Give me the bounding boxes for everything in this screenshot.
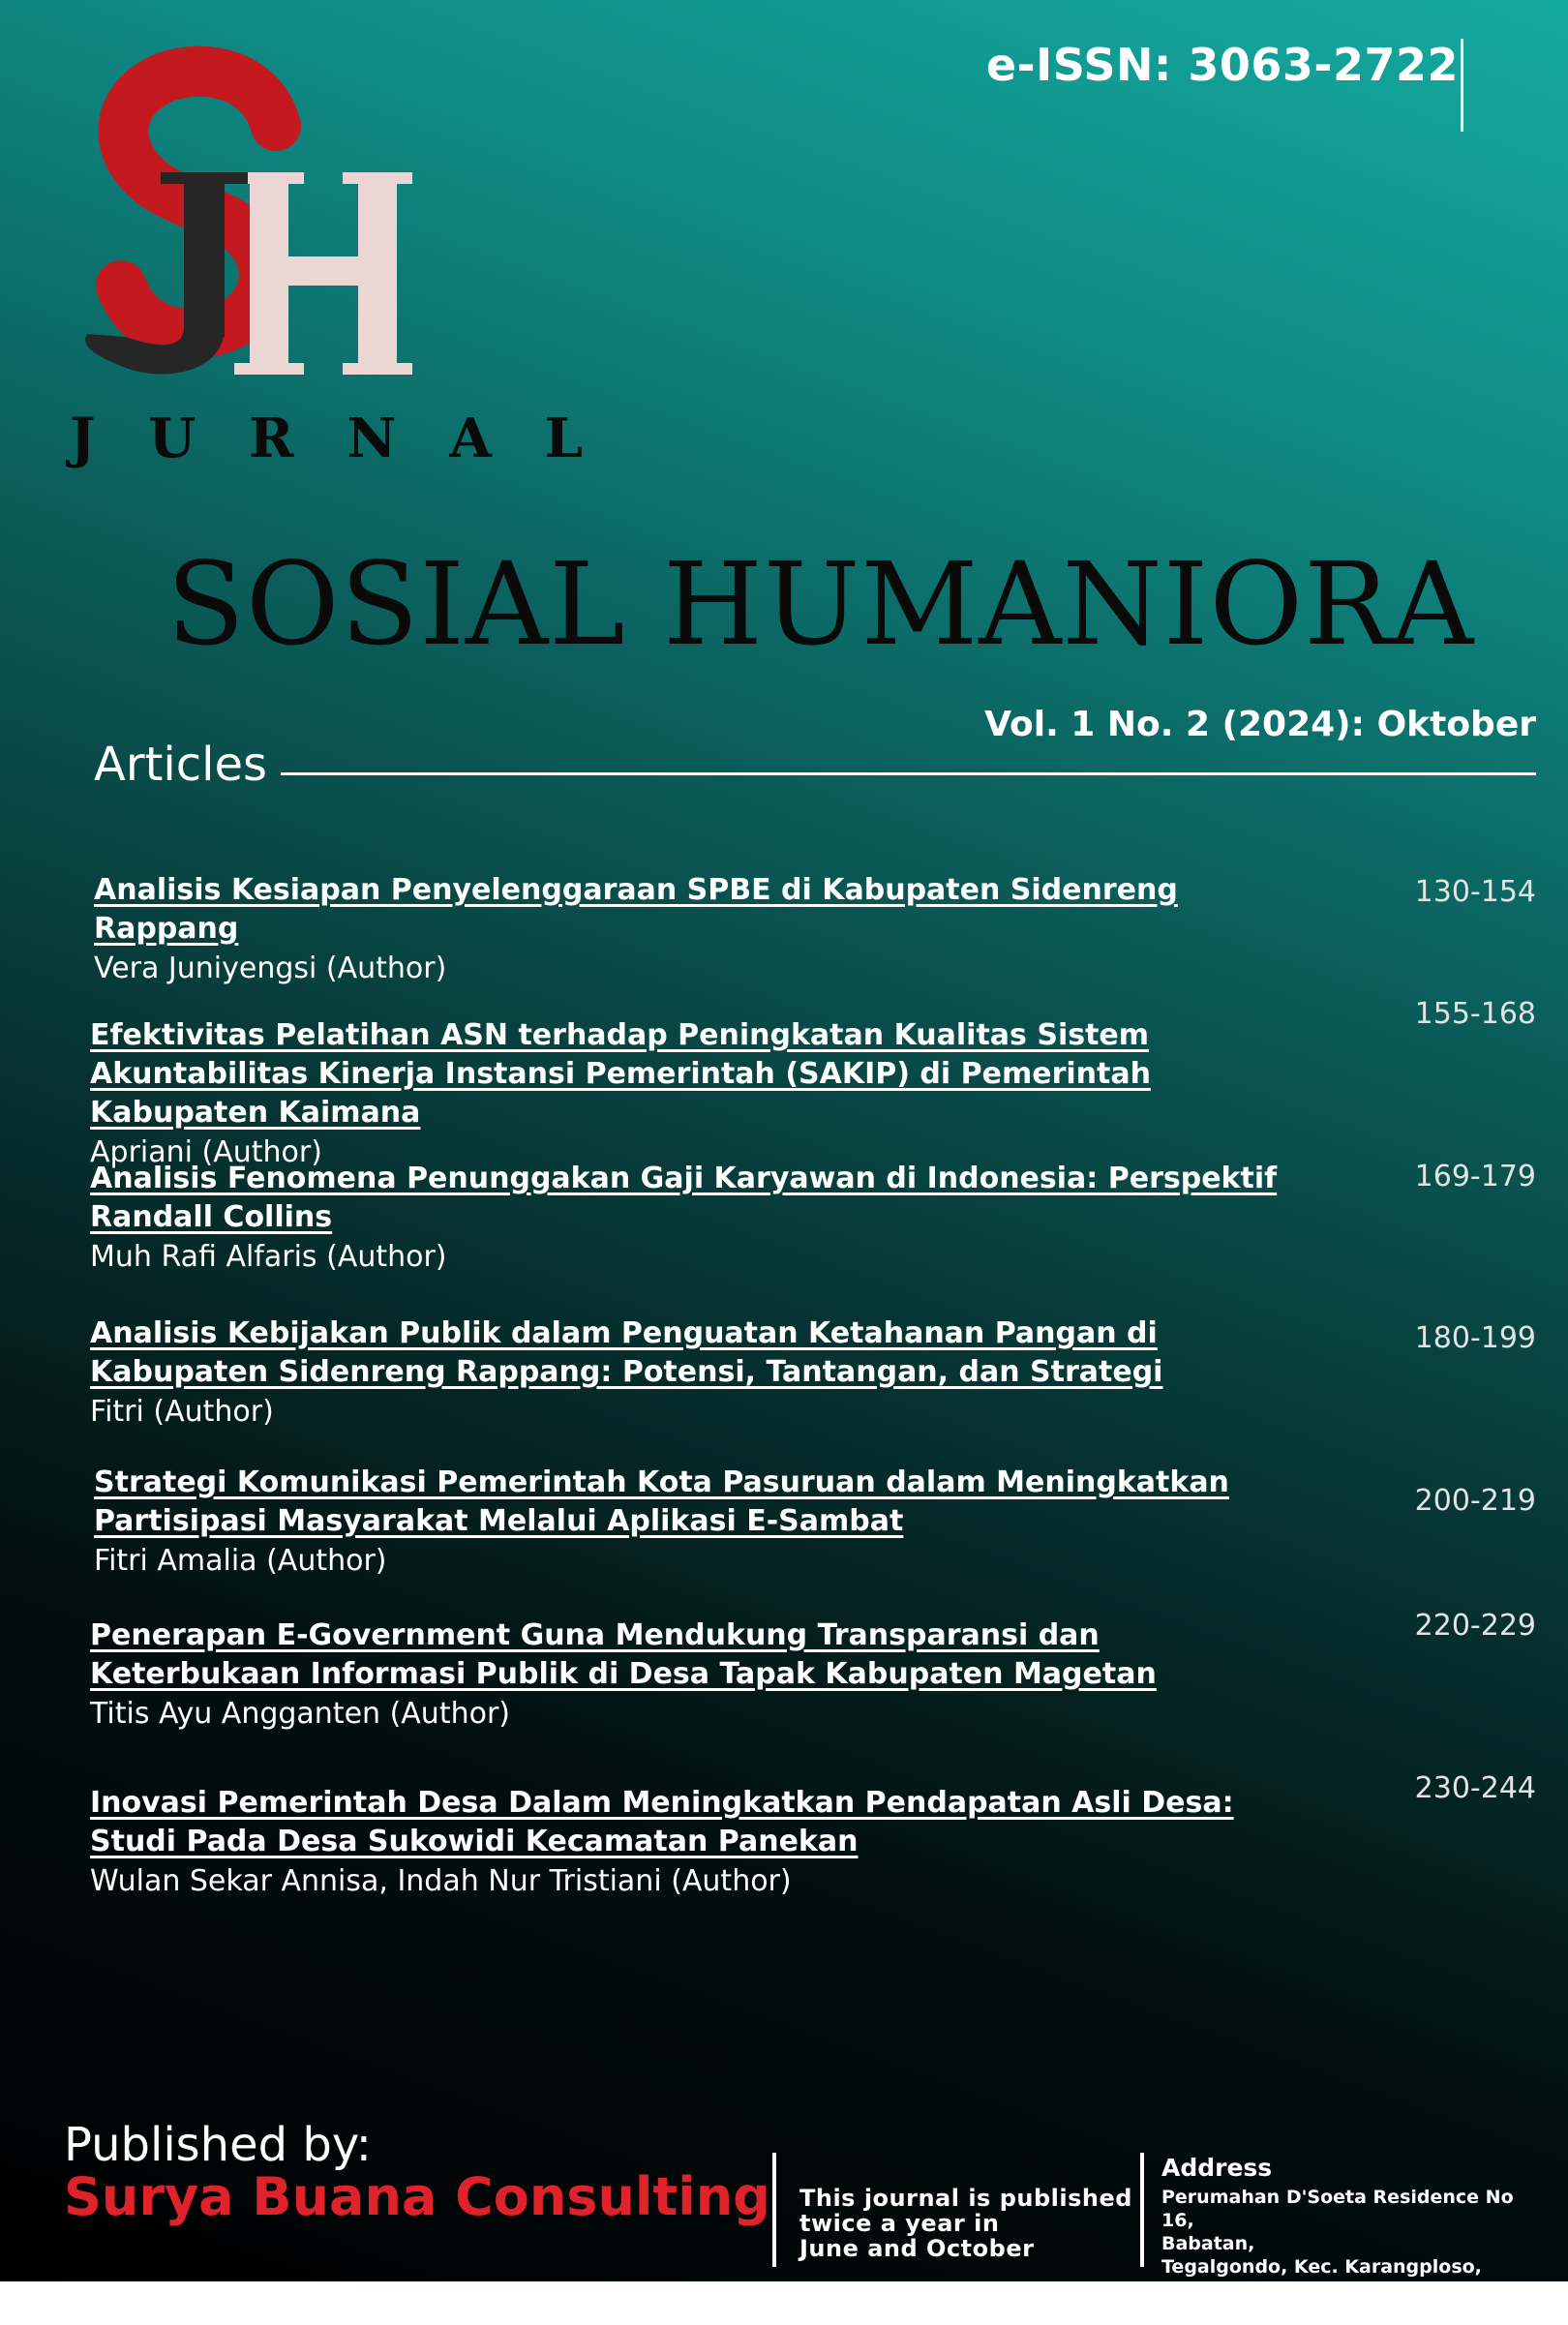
article-entry (90, 1160, 1310, 1278)
published-by-label: Published by: (64, 2118, 372, 2172)
logo-wordmark-letter: N (347, 407, 397, 470)
article-pages: 230-244 (1414, 1771, 1536, 1805)
article-entry (90, 1616, 1310, 1735)
article-entry (90, 1784, 1310, 1902)
address-label: Address (1161, 2154, 1273, 2182)
volume-issue: Vol. 1 No. 2 (2024): Oktober (984, 705, 1536, 744)
address-line: Kabupaten Malang, Jawa Timur 65152 (1161, 2280, 1486, 2324)
article-pages: 169-179 (1414, 1160, 1536, 1193)
article-pages: 180-199 (1414, 1321, 1536, 1355)
article-author: Fitri Amalia (Author) (94, 1544, 387, 1578)
article-entry (90, 1314, 1310, 1433)
publisher-name: Surya Buana Consulting (64, 2166, 770, 2227)
logo-wordmark-letter: A (449, 407, 492, 470)
issn-label: e-ISSN: 3063-2722 (985, 39, 1459, 91)
article-author: Titis Ayu Angganten (Author) (90, 1697, 510, 1731)
logo-wordmark-letter: J (70, 407, 96, 470)
address-line: Perumahan D'Soeta Residence No 16, (1161, 2187, 1514, 2231)
article-pages: 220-229 (1414, 1609, 1536, 1643)
journal-title: SOSIAL HUMANIORA (166, 537, 1475, 671)
article-title-link[interactable]: Analisis Fenomena Penunggakan Gaji Karyawan di Indonesia: Perspektif Randall Collins (90, 1162, 1278, 1234)
logo-wordmark-letter: L (544, 407, 583, 470)
publisher-address (1161, 2186, 1549, 2325)
article-entry (94, 1464, 1255, 1582)
article-title-link[interactable]: Efektivitas Pelatihan ASN terhadap Peningkatan Kualitas Sistem Akuntabilitas Kinerja Instansi Pemerintah (SAKIP) di Pemerintah Kabupaten Kaimana (90, 1018, 1151, 1130)
publication-frequency (799, 2186, 1132, 2261)
issn-divider (1461, 39, 1463, 132)
article-author: Vera Juniyengsi (Author) (94, 951, 447, 985)
frequency-line: twice a year in (799, 2210, 1000, 2237)
article-author: Wulan Sekar Annisa, Indah Nur Tristiani (Author) (90, 1864, 792, 1898)
logo-wordmark-letter: U (148, 407, 196, 470)
article-entry (94, 871, 1236, 989)
article-title-link[interactable]: Analisis Kebijakan Publik dalam Penguatan Ketahanan Pangan di Kabupaten Sidenreng Rappang: Potensi, Tantangan, dan Strategi (90, 1316, 1163, 1389)
article-pages: 130-154 (1414, 875, 1536, 909)
logo-wordmark (70, 407, 583, 470)
article-title-link[interactable]: Inovasi Pemerintah Desa Dalam Meningkatkan Pendapatan Asli Desa: Studi Pada Desa Sukowidi Kecamatan Panekan (90, 1786, 1234, 1858)
frequency-line: June and October (799, 2235, 1035, 2262)
articles-divider (281, 772, 1536, 775)
frequency-line: This journal is published (799, 2185, 1132, 2212)
article-author: Fitri (Author) (90, 1395, 274, 1429)
sjh-logo-icon (68, 58, 416, 387)
address-line: Babatan, (1161, 2233, 1255, 2254)
article-author: Muh Rafi Alfaris (Author) (90, 1240, 447, 1274)
logo-wordmark-letter: R (248, 407, 294, 470)
footer-divider (1140, 2153, 1144, 2267)
article-title-link[interactable]: Analisis Kesiapan Penyelenggaraan SPBE di Kabupaten Sidenreng Rappang (94, 873, 1178, 946)
article-pages: 200-219 (1414, 1484, 1536, 1518)
logo-letter-h (234, 172, 412, 375)
article-title-link[interactable]: Penerapan E-Government Guna Mendukung Transparansi dan Keterbukaan Informasi Publik di Desa Tapak Kabupaten Magetan (90, 1618, 1157, 1691)
article-pages: 155-168 (1414, 997, 1536, 1031)
address-line: Tegalgondo, Kec. Karangploso, (1161, 2256, 1482, 2278)
footer-divider (772, 2153, 776, 2267)
articles-heading: Articles (94, 738, 267, 792)
article-entry (90, 1016, 1310, 1173)
article-title-link[interactable]: Strategi Komunikasi Pemerintah Kota Pasuruan dalam Meningkatkan Partisipasi Masyarakat Melalui Aplikasi E-Sambat (94, 1465, 1229, 1538)
article-author: Apriani (Author) (90, 1135, 322, 1169)
